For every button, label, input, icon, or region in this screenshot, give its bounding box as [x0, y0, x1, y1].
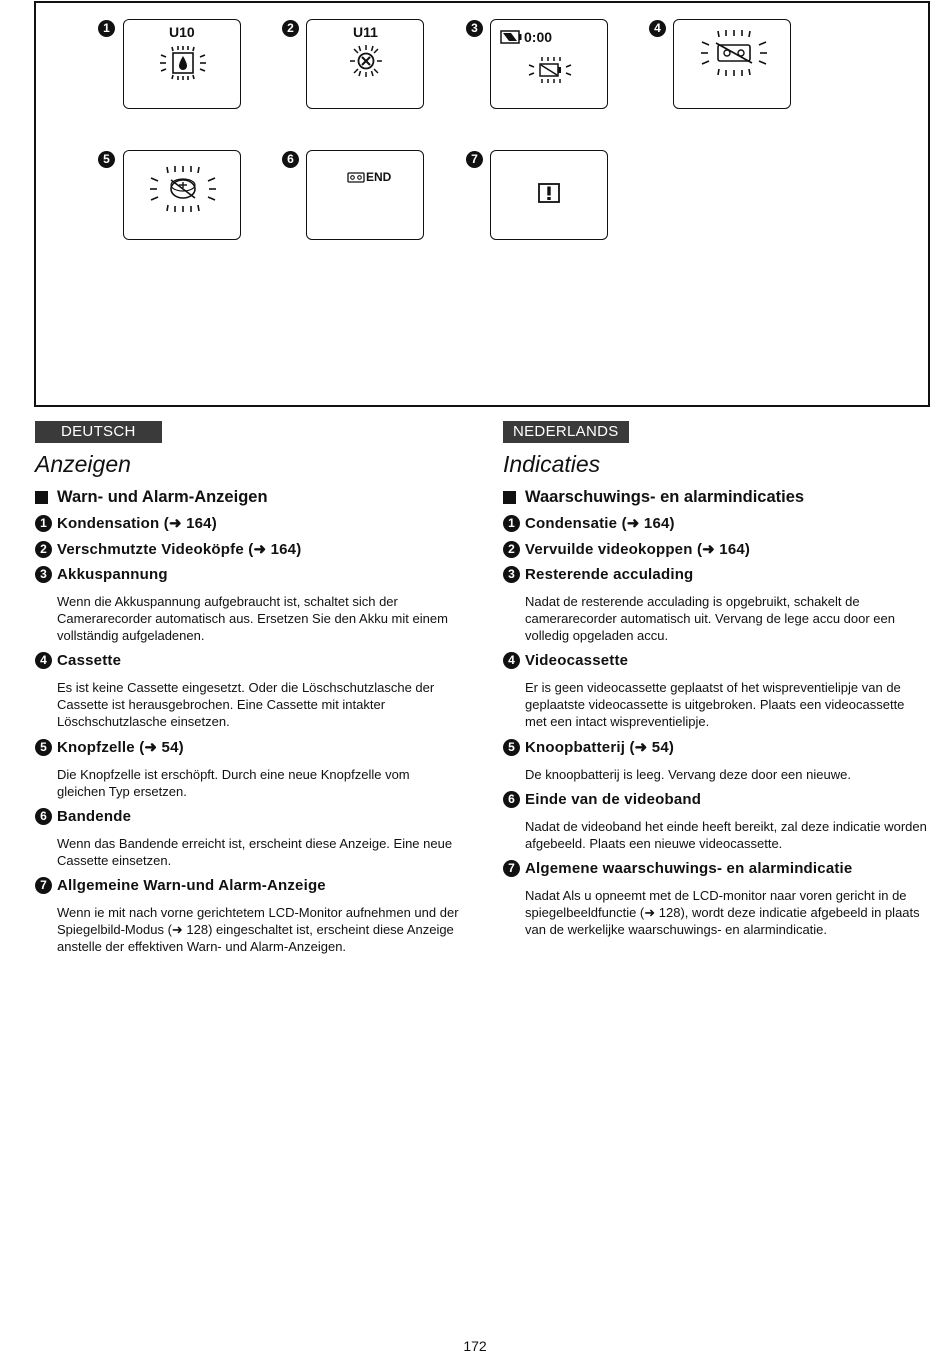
list-item: 2 Verschmutzte Videoköpfe (➜ 164) [35, 540, 460, 558]
square-bullet-icon [35, 491, 48, 504]
figure-number-6: 6 [282, 151, 299, 168]
screen-5 [123, 150, 241, 240]
list-item: 2 Vervuilde videokoppen (➜ 164) [503, 540, 928, 558]
screen-3-time: 0:00 [524, 29, 553, 45]
list-item: 3 Akkuspannung [35, 566, 460, 583]
dirty-head-icon [349, 44, 383, 78]
list-item: 3 Resterende acculading [503, 566, 928, 583]
item-description: Wenn die Akkuspannung aufgebraucht ist, schaltet sich der Camerarecorder automatisch aus. Ersetzen Sie den Akku mit einem vollständig aufgeladenen. [57, 594, 448, 643]
list-item: 7 Algemene waarschuwings- en alarmindicatie [503, 860, 928, 877]
button-battery-icon [149, 164, 217, 214]
list-item: 1 Condensatie (➜ 164) [503, 514, 928, 532]
figure-number-2: 2 [282, 20, 299, 37]
item-description: Nadat de videoband het einde heeft bereikt, zal deze indicatie worden afgebeeld. Plaats een nieuwe videocassette. [525, 819, 927, 851]
section-subtitle: Waarschuwings- en alarmindicaties [503, 488, 928, 507]
list-item: 1 Kondensation (➜ 164) [35, 514, 460, 532]
section-title: Indicaties [503, 451, 601, 477]
list-item: 5 Knopfzelle (➜ 54) [35, 738, 460, 756]
figure-number-4: 4 [649, 20, 666, 37]
screen-6 [306, 150, 424, 240]
square-bullet-icon [503, 491, 516, 504]
screen-2-code: U11 [353, 24, 378, 40]
item-description: Wenn das Bandende erreicht ist, erscheint diese Anzeige. Eine neue Cassette einsetzen. [57, 836, 453, 868]
page-number: 172 [463, 1338, 487, 1354]
battery-empty-icon [526, 55, 574, 85]
condensation-icon [158, 44, 208, 82]
item-description: Wenn ie mit nach vorne gerichtetem LCD-Monitor aufnehmen und der Spiegelbild-Modus (➜ 128) eingeschaltet ist, erscheint diese Anzeige anstelle der effektiven Warn- und Alarm-Anzeigen. [57, 905, 459, 954]
list-item: 4 Cassette [35, 652, 460, 669]
language-label: NEDERLANDS [503, 421, 629, 443]
language-label: DEUTSCH [35, 421, 162, 443]
figure-number-7: 7 [466, 151, 483, 168]
warning-indicators-figure [34, 1, 930, 407]
item-description: Es ist keine Cassette eingesetzt. Oder die Löschschutzlasche der Cassette ist herausgebrochen. Eine Cassette mit intakter Löschschutzlasche einsetzen. [57, 680, 435, 729]
item-description: Nadat Als u opneemt met de LCD-monitor naar voren gericht in de spiegelbeeldfunctie (➜ 128), wordt deze indicatie afgebeeld in plaats van de werkelijke waarschuwings- en alarmindicatie. [525, 888, 920, 937]
german-column [35, 421, 460, 963]
dutch-column [503, 421, 928, 946]
figure-number-3: 3 [466, 20, 483, 37]
screen-7 [490, 150, 608, 240]
screen-2 [306, 19, 424, 109]
battery-status-icon [500, 30, 522, 44]
screen-3 [490, 19, 608, 109]
item-description: Die Knopfzelle ist erschöpft. Durch eine neue Knopfzelle vom gleichen Typ ersetzen. [57, 767, 410, 799]
item-description: Er is geen videocassette geplaatst of het wispreventielipje van de geplaatste videocassette is uitgebroken. Plaats een videocassette met een intact wispreventielipje. [525, 680, 905, 729]
list-item: 5 Knoopbatterij (➜ 54) [503, 738, 928, 756]
screen-6-text: END [366, 170, 392, 184]
exclamation-icon [538, 183, 560, 203]
section-title: Anzeigen [35, 451, 131, 477]
list-item: 7 Allgemeine Warn-und Alarm-Anzeige [35, 877, 460, 894]
screen-4 [673, 19, 791, 109]
list-item: 6 Bandende [35, 808, 460, 825]
list-item: 6 Einde van de videoband [503, 791, 928, 808]
figure-number-1: 1 [98, 20, 115, 37]
figure-number-5: 5 [98, 151, 115, 168]
tape-end-icon [347, 172, 365, 183]
item-description: Nadat de resterende acculading is opgebruikt, schakelt de camerarecorder automatisch uit. Vervang de lege accu door een volledig opgeladen accu. [525, 594, 895, 643]
list-item: 4 Videocassette [503, 652, 928, 669]
screen-1-code: U10 [169, 24, 195, 40]
section-subtitle: Warn- und Alarm-Anzeigen [35, 488, 460, 507]
screen-1 [123, 19, 241, 109]
no-cassette-icon [700, 28, 768, 78]
item-description: De knoopbatterij is leeg. Vervang deze door een nieuwe. [525, 767, 851, 782]
